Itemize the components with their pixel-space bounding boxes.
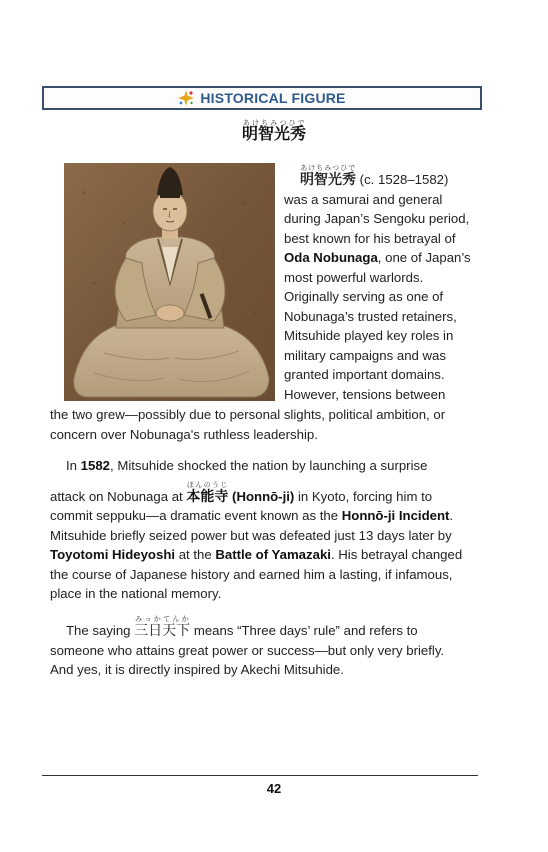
para-line: In 1582, Mitsuhide shocked the nation by launching a surprise <box>66 458 428 473</box>
section-header <box>42 86 482 110</box>
para-line: commit seppuku—a dramatic event known as the Honnō-ji Incident. <box>50 508 454 523</box>
intro-first-line <box>300 165 484 190</box>
para-line: attack on Nobunaga at 本能寺ほんのうじ (Honnō-ji) in Kyoto, forcing him to <box>50 481 433 504</box>
sparkle-icon <box>178 90 194 106</box>
bold-honnoji-romaji: (Honnō-ji) <box>232 488 295 504</box>
intro-continuation <box>50 405 480 444</box>
mikka-tenka-reading: みっかてんか <box>134 616 191 623</box>
paragraph-honnoji <box>50 456 480 604</box>
intro-line: Nobunaga’s trusted retainers, <box>284 308 457 324</box>
para-line: place in the national memory. <box>50 586 222 601</box>
intro-line: during Japan’s Sengoku period, <box>284 211 470 226</box>
bold-battle-yamazaki: Battle of Yamazaki <box>215 547 331 562</box>
intro-line: However, tensions between <box>284 386 446 402</box>
section-header-label: HISTORICAL FIGURE <box>200 90 346 106</box>
intro-line: Oda Nobunaga, one of Japan’s <box>284 250 471 265</box>
intro-line: was a samurai and general <box>284 191 443 207</box>
title-reading: あけちみつひで <box>241 120 306 127</box>
page-title <box>0 120 548 144</box>
intro-line: best known for his betrayal of <box>284 230 456 246</box>
bold-oda-nobunaga: Oda Nobunaga <box>284 250 378 265</box>
intro-line: Originally serving as one of <box>284 289 444 304</box>
intro-line: Mitsuhide played key roles in <box>284 328 454 343</box>
intro-line: granted important domains. <box>284 367 445 382</box>
intro-full-line: the two grew—possibly due to personal slights, political ambition, or <box>50 407 446 422</box>
portrait-image <box>64 163 275 401</box>
intro-full-line: concern over Nobunaga's ruthless leadership. <box>50 426 318 442</box>
intro-line: most powerful warlords. <box>284 269 424 285</box>
para-line: And yes, it is directly inspired by Akechi Mitsuhide. <box>50 662 344 677</box>
subject-name-ruby: 明智光秀あけちみつひで <box>300 165 356 187</box>
honnoji-reading: ほんのうじ <box>186 481 229 489</box>
para-line: Toyotomi Hideyoshi at the Battle of Yamazaki. His betrayal changed <box>50 547 463 562</box>
footer-divider <box>42 775 478 776</box>
page-number: 42 <box>266 781 282 796</box>
intro-line: military campaigns and was <box>284 347 446 363</box>
para-line: Mitsuhide briefly seized power but was defeated just 13 days later by <box>50 527 452 543</box>
intro-text-column <box>284 165 484 404</box>
para-line: someone who attains great power or success—but only very briefly. <box>50 642 445 658</box>
paragraph-mikka-tenka <box>50 616 480 680</box>
seated-samurai-portrait <box>64 163 275 401</box>
bold-honnoji-incident: Honnō-ji Incident <box>341 508 450 523</box>
title-ruby: 明智光秀あけちみつひで <box>241 120 306 143</box>
bold-toyotomi-hideyoshi: Toyotomi Hideyoshi <box>50 547 176 562</box>
subject-dates: (c. 1528–1582) <box>359 172 449 187</box>
para-line: the course of Japanese history and earned him a lasting, if infamous, <box>50 566 453 582</box>
para-line: The saying 三日天下みっかてんか means “Three days’ rule” and refers to <box>66 616 418 638</box>
subject-name-reading: あけちみつひで <box>300 165 356 172</box>
mikka-tenka-ruby: 三日天下みっかてんか <box>134 616 191 638</box>
bold-year: 1582 <box>80 458 111 473</box>
honnoji-ruby: 本能寺ほんのうじ <box>186 481 229 504</box>
